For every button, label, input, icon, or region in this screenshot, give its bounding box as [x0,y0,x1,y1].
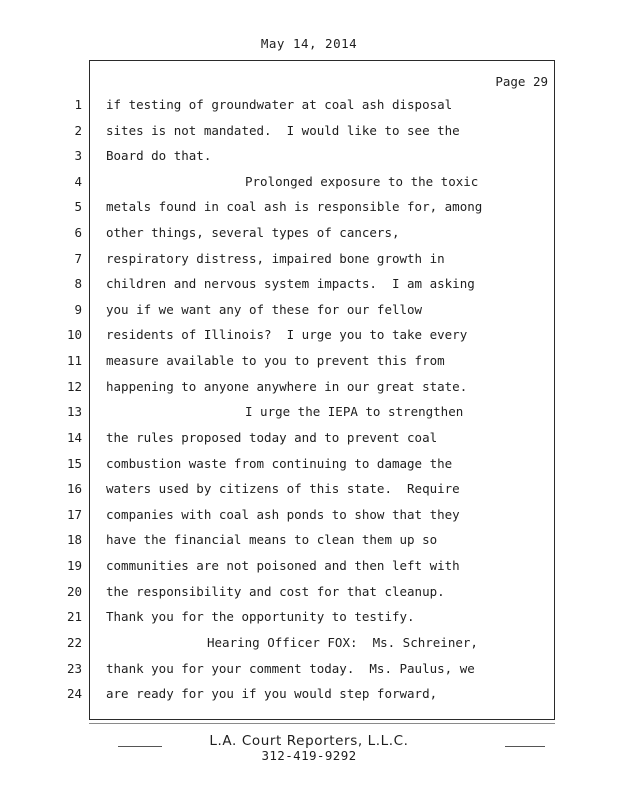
transcript-line: you if we want any of these for our fellow [106,302,423,317]
line-number: 17 [66,507,82,522]
line-number: 18 [66,532,82,547]
line-number: 4 [74,174,82,189]
line-number: 21 [66,609,82,624]
line-number: 8 [74,276,82,291]
transcript-line: metals found in coal ash is responsible for, among [106,199,483,214]
line-number: 14 [66,430,82,445]
line-number: 15 [66,456,82,471]
transcript-line: Hearing Officer FOX: Ms. Schreiner, [207,635,478,650]
court-reporter-phone: 312-419-9292 [261,748,357,763]
page-number-label: Page 29 [495,74,548,89]
transcript-line: children and nervous system impacts. I am asking [106,276,475,291]
court-reporter-name: L.A. Court Reporters, L.L.C. [209,733,409,749]
transcript-line: the responsibility and cost for that cleanup. [106,584,445,599]
transcript-line: Thank you for the opportunity to testify. [106,609,415,624]
transcript-line: communities are not poisoned and then left with [106,558,460,573]
transcript-line: happening to anyone anywhere in our great state. [106,379,468,394]
transcript-line: thank you for your comment today. Ms. Paulus, we [106,661,475,676]
line-number: 12 [66,379,82,394]
transcript-line: sites is not mandated. I would like to see the [106,123,460,138]
transcript-line: I urge the IEPA to strengthen [245,404,464,419]
line-number: 23 [66,661,82,676]
transcript-line: measure available to you to prevent this from [106,353,445,368]
transcript-line: companies with coal ash ponds to show that they [106,507,460,522]
transcript-line: if testing of groundwater at coal ash disposal [106,97,453,112]
transcript-date: May 14, 2014 [260,36,358,51]
line-number: 24 [66,686,82,701]
line-number: 6 [74,225,82,240]
transcript-line: waters used by citizens of this state. Require [106,481,460,496]
line-number: 11 [66,353,82,368]
line-number: 7 [74,251,82,266]
line-number: 20 [66,584,82,599]
transcript-line: Prolonged exposure to the toxic [245,174,479,189]
transcript-line: have the financial means to clean them up so [106,532,438,547]
line-number: 22 [66,635,82,650]
line-number: 5 [74,199,82,214]
frame-bottom-rule [89,723,555,724]
line-number: 1 [74,97,82,112]
transcript-line: residents of Illinois? I urge you to take every [106,327,468,342]
line-number: 16 [66,481,82,496]
transcript-line: other things, several types of cancers, [106,225,400,240]
line-number: 3 [74,148,82,163]
transcript-line: Board do that. [106,148,212,163]
line-number: 19 [66,558,82,573]
transcript-line: are ready for you if you would step forward, [106,686,438,701]
line-number: 13 [66,404,82,419]
line-number: 9 [74,302,82,317]
line-number: 2 [74,123,82,138]
transcript-line: combustion waste from continuing to damage the [106,456,453,471]
transcript-line: respiratory distress, impaired bone growth in [106,251,445,266]
line-number: 10 [66,327,82,342]
transcript-line: the rules proposed today and to prevent coal [106,430,438,445]
